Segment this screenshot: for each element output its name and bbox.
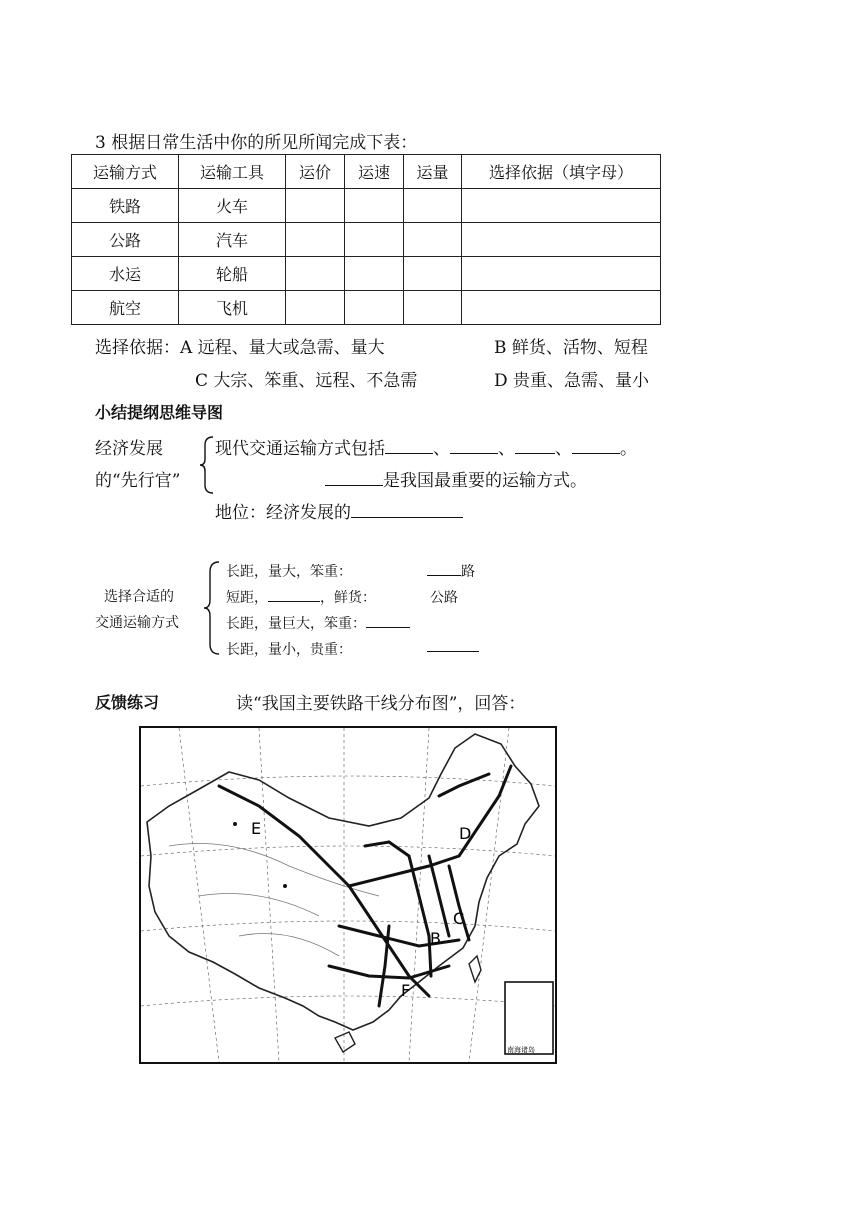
- basis-c: C 大宗、笨重、远程、不急需: [195, 371, 418, 391]
- map-label-f: F: [401, 981, 411, 1000]
- basis-label: 选择依据：: [95, 338, 180, 358]
- map-label-e: E: [251, 819, 262, 838]
- mode-cell: 水运: [72, 257, 179, 291]
- choose-row-1: [226, 561, 352, 581]
- choose-row-2-b: ，鲜货：: [320, 590, 376, 606]
- separator: 、: [433, 439, 450, 459]
- answer-cell[interactable]: [404, 257, 462, 291]
- blank-field[interactable]: [427, 563, 461, 576]
- summary-line-1-prefix: 现代交通运输方式包括: [215, 439, 385, 459]
- answer-cell[interactable]: [462, 189, 661, 223]
- answer-cell[interactable]: [462, 291, 661, 325]
- choose-row-4-answer: [427, 639, 479, 656]
- answer-cell[interactable]: [462, 223, 661, 257]
- blank-field[interactable]: [572, 439, 620, 454]
- period: 。: [620, 439, 637, 459]
- transport-table: [71, 154, 661, 325]
- answer-cell[interactable]: [404, 223, 462, 257]
- choose-left-1: 选择合适的: [104, 589, 174, 605]
- blank-field[interactable]: [385, 439, 433, 454]
- separator: 、: [498, 439, 515, 459]
- table-header-row: [72, 155, 661, 189]
- separator: 、: [555, 439, 572, 459]
- summary-line-1: [215, 434, 637, 459]
- choose-left-2: 交通运输方式: [95, 615, 179, 631]
- choose-row-2-a: 短距，: [226, 590, 268, 606]
- choose-row-1-answer: [427, 561, 475, 581]
- mode-cell: 公路: [72, 223, 179, 257]
- choose-row-2: [226, 587, 376, 607]
- header-cell: 运输方式: [72, 155, 179, 189]
- summary-left-1: 经济发展: [95, 439, 163, 459]
- vehicle-cell: 轮船: [179, 257, 286, 291]
- blank-field[interactable]: [351, 503, 463, 518]
- header-cell: 选择依据（填字母）: [462, 155, 661, 189]
- choose-row-1-end: 路: [461, 564, 475, 580]
- vehicle-cell: 飞机: [179, 291, 286, 325]
- city-dot: [283, 884, 287, 888]
- answer-cell[interactable]: [286, 223, 345, 257]
- blank-field[interactable]: [450, 439, 498, 454]
- map-label-c: C: [453, 909, 465, 928]
- summary-line-2-suffix: 是我国最重要的运输方式。: [383, 471, 587, 491]
- summary-line-3: [215, 498, 463, 523]
- header-cell: 运价: [286, 155, 345, 189]
- table-row: [72, 189, 661, 223]
- vehicle-cell: 火车: [179, 189, 286, 223]
- choose-row-3: [226, 613, 410, 633]
- blank-field[interactable]: [515, 439, 555, 454]
- table-row: [72, 257, 661, 291]
- answer-cell[interactable]: [404, 291, 462, 325]
- mode-cell: 航空: [72, 291, 179, 325]
- answer-cell[interactable]: [345, 223, 404, 257]
- summary-heading: 小结提纲思维导图: [95, 403, 224, 422]
- blank-field[interactable]: [268, 589, 320, 602]
- basis-a: A 远程、量大或急需、量大: [180, 338, 385, 358]
- city-dot: [233, 822, 237, 826]
- basis-b: B 鲜货、活物、短程: [494, 338, 648, 358]
- summary-left-2: 的“先行官”: [95, 471, 181, 491]
- answer-cell[interactable]: [404, 189, 462, 223]
- answer-cell[interactable]: [286, 291, 345, 325]
- vehicle-cell: 汽车: [179, 223, 286, 257]
- header-cell: 运输工具: [179, 155, 286, 189]
- map-label-b: B: [430, 929, 441, 948]
- choose-row-1-text: 长距，量大，笨重：: [226, 564, 352, 580]
- left-brace-icon: [203, 560, 221, 656]
- answer-cell[interactable]: [286, 257, 345, 291]
- answer-cell[interactable]: [286, 189, 345, 223]
- mode-cell: 铁路: [72, 189, 179, 223]
- blank-field[interactable]: [366, 615, 410, 628]
- map-label-d: D: [459, 824, 472, 843]
- railway-map: [139, 726, 557, 1064]
- summary-line-2: [325, 466, 587, 491]
- basis-d: D 贵重、急需、量小: [494, 371, 650, 391]
- basis-line-1: [95, 333, 385, 358]
- header-cell: 运速: [345, 155, 404, 189]
- inset-caption: 南海诸岛: [507, 1046, 535, 1054]
- table-row: [72, 291, 661, 325]
- header-cell: 运量: [404, 155, 462, 189]
- answer-cell[interactable]: [462, 257, 661, 291]
- table-row: [72, 223, 661, 257]
- answer-cell[interactable]: [345, 257, 404, 291]
- blank-field[interactable]: [325, 471, 383, 486]
- summary-line-3-prefix: 地位：经济发展的: [215, 503, 351, 523]
- feedback-prompt: 读“我国主要铁路干线分布图”，回答：: [236, 694, 526, 714]
- choose-row-3-text: 长距，量巨大，笨重：: [226, 616, 366, 632]
- south-sea-inset: [505, 982, 553, 1054]
- answer-cell[interactable]: [345, 189, 404, 223]
- question-3-title: 3 根据日常生活中你的所见所闻完成下表：: [95, 133, 418, 153]
- left-brace-icon: [199, 435, 215, 495]
- choose-row-2-answer: 公路: [430, 590, 458, 606]
- feedback-heading: 反馈练习: [95, 693, 160, 712]
- blank-field[interactable]: [427, 639, 479, 652]
- answer-cell[interactable]: [345, 291, 404, 325]
- choose-row-4: [226, 639, 352, 659]
- choose-row-4-text: 长距，量小，贵重：: [226, 642, 352, 658]
